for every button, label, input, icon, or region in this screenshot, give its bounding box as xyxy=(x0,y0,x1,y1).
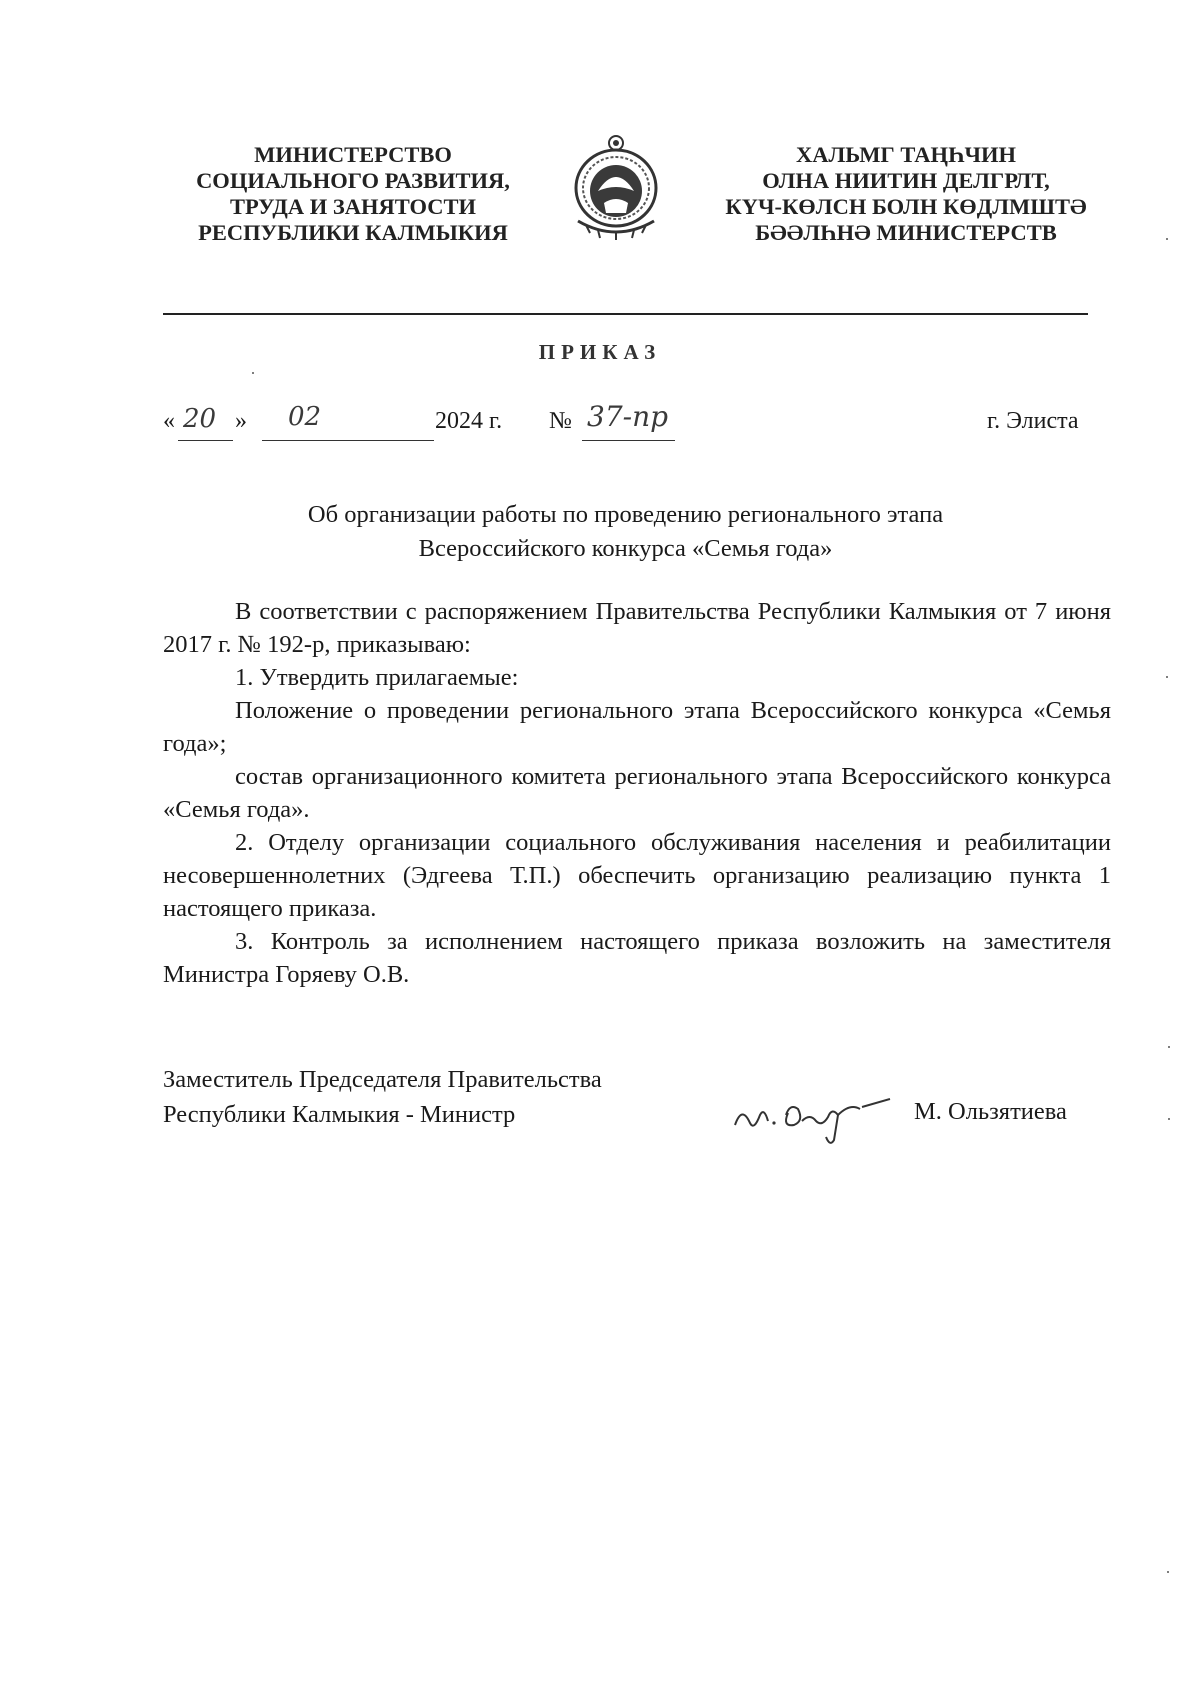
order-body xyxy=(163,595,1111,991)
handwritten-signature-icon xyxy=(730,1085,900,1145)
subject-line: Об организации работы по проведению регионального этапа xyxy=(307,501,944,528)
org-line: МИНИСТЕРСТВО xyxy=(254,142,452,167)
number-label: № xyxy=(549,408,572,434)
document-title: ПРИКАЗ xyxy=(538,340,662,364)
scan-speck xyxy=(252,372,254,374)
header-divider xyxy=(163,313,1088,315)
org-line: БӘӘЛҺНӘ МИНИСТЕРСТВ xyxy=(755,220,1057,245)
day-underline xyxy=(178,440,233,441)
scan-speck xyxy=(1166,676,1168,678)
open-quote: « xyxy=(163,408,175,434)
month-underline xyxy=(262,440,434,441)
org-line: КҮЧ-КӨЛСН БОЛН КӨДЛМШТӘ xyxy=(725,194,1087,219)
ministry-name-russian xyxy=(163,142,543,246)
order-subject xyxy=(163,498,1088,566)
close-quote: » xyxy=(235,408,247,434)
body-paragraph: Положение о проведении регионального этапа Всероссийского конкурса «Семья года»; xyxy=(163,697,1111,757)
position-line: Заместитель Председателя Правительства xyxy=(163,1066,602,1093)
number-underline xyxy=(582,440,675,441)
org-line: СОЦИАЛЬНОГО РАЗВИТИЯ, xyxy=(196,168,510,193)
date-number-row xyxy=(0,400,1200,454)
org-line: ХАЛЬМГ ТАҢҺЧИН xyxy=(795,142,1017,167)
signatory-position xyxy=(163,1062,602,1132)
scan-speck xyxy=(1168,1046,1170,1048)
ministry-name-kalmyk xyxy=(706,142,1106,246)
order-number: 37-пр xyxy=(587,400,669,433)
org-line: ТРУДА И ЗАНЯТОСТИ xyxy=(229,194,477,219)
day-value: 20 xyxy=(183,404,217,434)
body-paragraph: В соответствии с распоряжением Правительства Республики Калмыкия от 7 июня 2017 г. № 192-р, приказываю: xyxy=(163,598,1111,658)
body-paragraph: состав организационного комитета регионального этапа Всероссийского конкурса «Семья года». xyxy=(163,763,1111,823)
year-value: 2024 г. xyxy=(435,408,503,434)
body-paragraph: 2. Отделу организации социального обслуживания населения и реабилитации несовершеннолетних (Эдгеева Т.П.) обеспечить организацию реализацию пункта 1 настоящего приказа. xyxy=(163,829,1111,922)
month-value: 02 xyxy=(288,402,322,432)
body-paragraph: 3. Контроль за исполнением настоящего приказа возложить на заместителя Министра Горяеву О.В. xyxy=(163,928,1111,988)
scan-speck xyxy=(1166,238,1168,240)
body-paragraph: 1. Утвердить прилагаемые: xyxy=(235,664,519,691)
org-line: РЕСПУБЛИКИ КАЛМЫКИЯ xyxy=(198,220,508,245)
scan-speck xyxy=(1168,1118,1170,1120)
org-line: ОЛНА НИИТИН ДЕЛГРЛТ, xyxy=(762,168,1050,193)
signatory-name: М. Ользятиева xyxy=(914,1098,1067,1125)
kalmykia-coat-of-arms-icon xyxy=(568,133,664,243)
position-line: Республики Калмыкия - Министр xyxy=(163,1101,516,1128)
city: г. Элиста xyxy=(987,408,1079,434)
subject-line: Всероссийского конкурса «Семья года» xyxy=(418,535,833,562)
scan-speck xyxy=(1167,1571,1169,1573)
